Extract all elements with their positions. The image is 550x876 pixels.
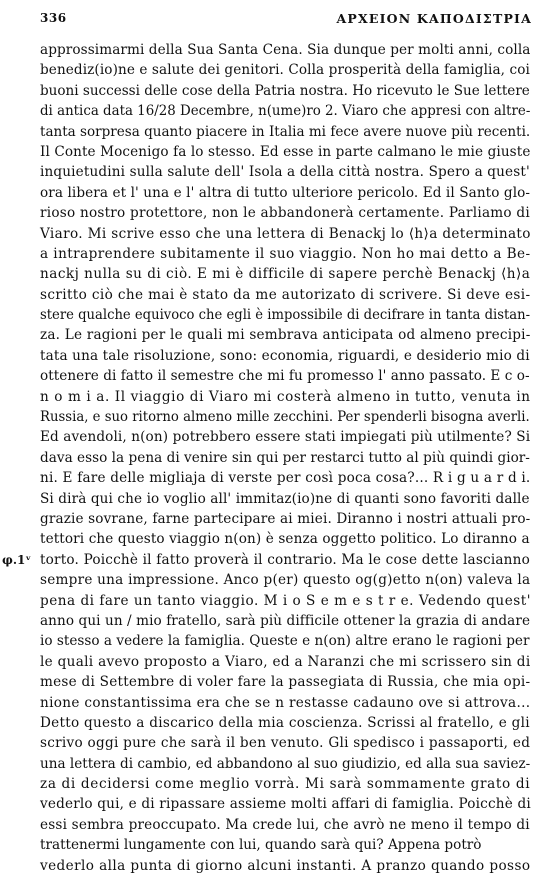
text-line: Detto questo a discarico della mia coscienza. Scrissi al fratello, e gli bbox=[40, 714, 530, 731]
text-line: za di decidersi come meglio vorrà. Mi sarà sommamente grato di bbox=[40, 776, 531, 793]
text-line: sempre una impressione. Anco p(er) questo og(g)etto n(on) valeva la bbox=[40, 572, 531, 589]
text-line: nione constantissima era che se n restasse cadauno ove si attrova... bbox=[40, 694, 531, 711]
text-line: ora libera et l' una e l' altra di tutto ulteriore pericolo. Ed il Santo glo- bbox=[40, 184, 531, 201]
text-line: Russia, e suo ritorno almeno mille zecchini. Per spenderli bisogna averli. bbox=[40, 409, 530, 426]
body-text bbox=[40, 40, 530, 876]
text-line: a intraprendere subitamente il suo viaggio. Non ho mai detto a Be- bbox=[40, 245, 531, 262]
text-line: benediz(io)ne e salute dei genitori. Colla prosperità della famiglia, coi bbox=[40, 62, 530, 79]
text-line: tanta sorpresa quanto piacere in Italia mi fece avere nuove più recenti. bbox=[40, 123, 531, 140]
text-line: vederlo qui, e di ripassare assieme molti affari di famiglia. Poicchè di bbox=[40, 796, 531, 813]
text-line: grazie sovrane, farne partecipare ai miei. Diranno i nostri attuali pro- bbox=[40, 510, 531, 527]
folio-marginal-note: φ.1ᵛ bbox=[2, 553, 32, 567]
text-line: nackj nulla su di ciò. E mi è difficile di sapere perchè Benackj ⟨h⟩a bbox=[40, 266, 531, 283]
text-line: stere qualche equivoco che egli è impossibile di decifrare in tanta distan- bbox=[40, 307, 531, 324]
text-line: Si dirà qui che io voglio all' immitaz(io)ne di quanti sono favoriti dalle bbox=[40, 490, 530, 507]
text-line: Ed avendoli, n(on) potrebbero essere stati impiegati più utilmente? Si bbox=[40, 429, 531, 446]
text-line: di antica data 16/28 Decembre, n(ume)ro 2. Viaro che appresi con altre- bbox=[40, 103, 531, 120]
text-line: una lettera di cambio, ed abbandono al suo giudizio, ed alla sua saviez- bbox=[40, 755, 531, 772]
text-line: io stesso a vedere la famiglia. Queste e n(on) altre erano le ragioni per bbox=[40, 633, 530, 650]
text-line: Viaro. Mi scrive esso che una lettera di Benackj lo ⟨h⟩a determinato bbox=[40, 225, 531, 242]
text-line: tettori che questo viaggio n(on) è senza oggetto politico. Lo diranno a bbox=[40, 531, 530, 548]
page-number: 336 bbox=[40, 11, 67, 25]
text-line: Il Conte Mocenigo fa lo stesso. Ed esse in parte calmano le mie giuste bbox=[40, 143, 531, 160]
text-line: inquietudini sulla salute dell' Isola a della città nostra. Spero a quest' bbox=[40, 164, 530, 181]
text-line: n o m i a. Il viaggio di Viaro mi costerà almeno in tutto, venuta in bbox=[40, 388, 531, 405]
text-line: za. Le ragioni per le quali mi sembrava anticipata od almeno precipi- bbox=[40, 327, 531, 344]
text-line: torto. Poicchè il fatto proverà il contrario. Ma le cose dette lascianno bbox=[40, 551, 530, 568]
text-line: vederlo alla punta di giorno alcuni instanti. A pranzo quando posso bbox=[40, 857, 531, 874]
text-line: anno qui un / mio fratello, sarà più difficile ottener la grazia di andare bbox=[40, 612, 531, 629]
text-line: pena di fare un tanto viaggio. M i o S e m e s t r e. Vedendo quest' bbox=[40, 592, 531, 609]
text-line: buoni successi delle cose della Patria nostra. Ho ricevuto le Sue lettere bbox=[40, 82, 530, 99]
text-line: tata una tale risoluzione, sono: economia, riguardi, e desiderio mio di bbox=[40, 347, 530, 364]
text-line: ottenere di fatto il semestre che mi fu promesso l' anno passato. E c o- bbox=[40, 368, 530, 385]
text-line: scritto ciò che mai è stato da me autorizato di scrivere. Si deve esi- bbox=[40, 286, 531, 303]
text-line: trattenermi lungamente con lui, quando sarà qui? Appena potrò bbox=[40, 837, 482, 854]
text-line: rioso nostro protettore, non le abbandonerà certamente. Parliamo di bbox=[40, 205, 530, 222]
text-line: scrivo oggi pure che sarà il ben venuto. Gli spedisco i passaporti, ed bbox=[40, 735, 531, 752]
running-title: ΑΡΧΕΙΟΝ ΚΑΠΟΔΙΣΤΡΙΑ bbox=[336, 11, 532, 26]
text-line: ni. E fare delle migliaja di verste per così poca cosa?... R i g u a r d i. bbox=[40, 470, 531, 487]
page-header bbox=[40, 11, 532, 27]
text-line: mese di Settembre di voler fare la passegiata di Russia, che mia opi- bbox=[40, 674, 531, 691]
text-line: essi sembra preoccupato. Ma crede lui, che avrò ne meno il tempo di bbox=[40, 816, 530, 833]
text-line: approssimarmi della Sua Santa Cena. Sia dunque per molti anni, colla bbox=[40, 42, 531, 58]
text-line: dava esso la pena di venire sin qui per restarci tutto al più quindi gior- bbox=[40, 449, 530, 466]
text-line: le quali avevo proposto a Viaro, ed a Naranzi che mi scrissero sin di bbox=[40, 653, 531, 670]
